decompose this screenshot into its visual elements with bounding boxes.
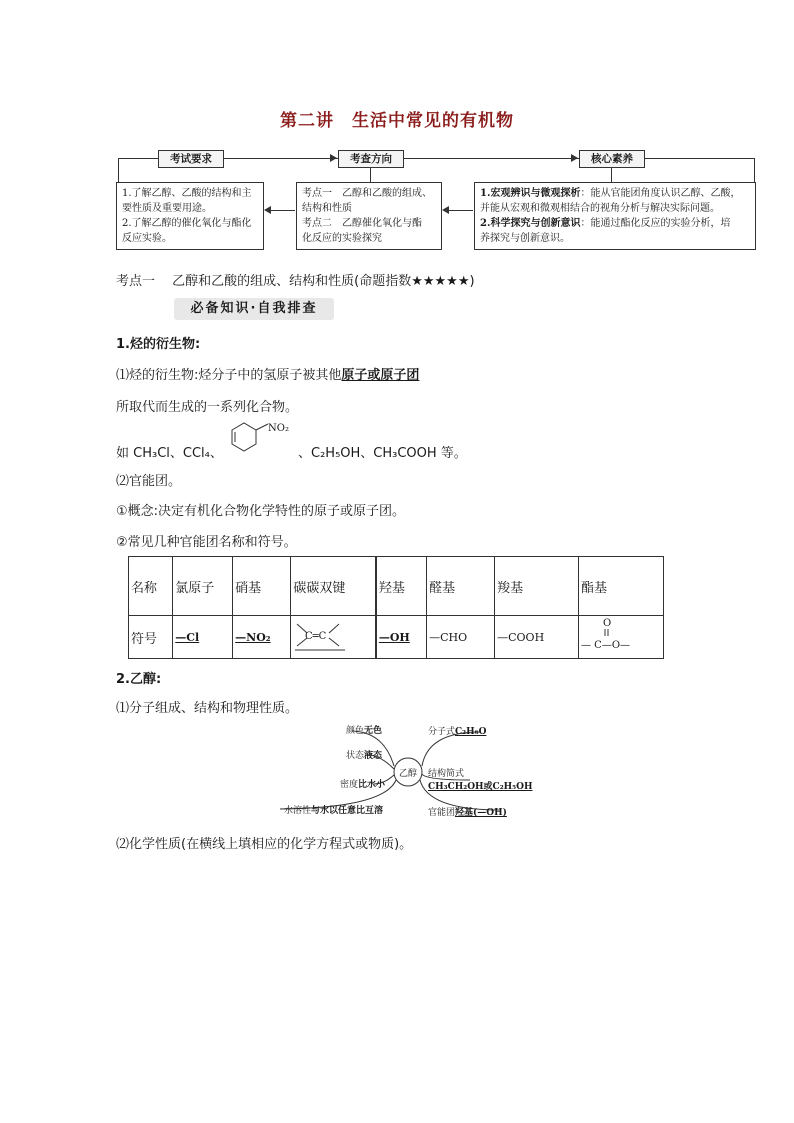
mind-map-formula: 分子式C₂H₆O [428,727,487,737]
section-2-heading: 2.乙醇: [116,672,162,687]
header-exam-requirements: 考试要求 [158,150,224,168]
table-cell: —CHO [427,616,495,659]
paragraph: ⑵化学性质(在横线上填相应的化学方程式或物质)。 [116,837,413,852]
table-cell: 醛基 [427,557,495,616]
table-cell: —OH [376,616,427,659]
cc-label: C═C [305,631,327,642]
ester-structure [581,616,661,654]
nitro-label: NO₂ [268,423,289,434]
example-formulas: 如 CH₃Cl、CCl₄、 [116,446,223,461]
table-cell: 羟基 [376,557,427,616]
paragraph: ⑵官能团。 [116,474,182,489]
paragraph: 所取代而生成的一系列化合物。 [116,400,299,415]
mind-map-color: 颜色无色 [346,726,383,736]
table-row [129,557,664,616]
mind-map-functional-group: 官能团羟基(—OH) [428,808,507,818]
example-formulas-cont: 、C₂H₅OH、CH₃COOH 等。 [298,446,467,461]
mind-map-density: 密度比水小 [340,780,386,790]
mind-map-structure-label: 结构简式 [428,769,465,779]
table-row [129,616,664,659]
table-cell: 碳碳双键 [291,557,376,616]
paragraph: ⑴烃的衍生物:烃分子中的氢原子被其他原子或原子团 [116,368,420,383]
header-core-literacy: 核心素养 [579,150,645,168]
box-exam-requirements: 1.了解乙醇、乙酸的结构和主 要性质及重要用途。 2.了解乙醇的催化氧化与酯化 反应实验。 [116,182,264,250]
box-core-literacy: 1.宏观辨识与微观探析：能从官能团角度认识乙醇、乙酸， 并能从宏观和微观相结合的视角分析与解决实际问题。 2.科学探究与创新意识：能通过酯化反应的实验分析，培 养探究与创新意识。 [474,182,756,250]
cc-double-bond-structure [293,618,353,652]
ester-chain: — C—O— [581,640,631,651]
paragraph: ①概念:决定有机化合物化学特性的原子或原子团。 [116,504,406,519]
kaodian-heading: 考点一 乙醇和乙酸的组成、结构和性质(命题指数★★★★★) [116,274,475,289]
mind-map-solubility: 水溶性与水以任意比互溶 [284,806,384,816]
table-cell: 酯基 [579,557,664,616]
paragraph: ⑴分子组成、结构和物理性质。 [116,701,299,716]
table-cell-alkene [291,616,376,659]
table-cell: 羧基 [495,557,579,616]
table-cell: 氯原子 [173,557,233,616]
functional-group-table [128,556,664,659]
mind-map-state: 状态液态 [346,751,383,761]
box-exam-direction: 考点一 乙醇和乙酸的组成、 结构和性质 考点二 乙醇催化氧化与酯 化反应的实验探究 [296,182,442,250]
section-banner: 必备知识·自我排查 [174,298,334,320]
table-cell-ester [579,616,664,659]
table-cell: 名称 [129,557,173,616]
table-cell: —COOH [495,616,579,659]
ester-o: O [603,618,612,629]
mind-map-center: 乙醇 [399,769,418,779]
section-1-heading: 1.烃的衍生物: [116,337,201,352]
page-title: 第二讲 生活中常见的有机物 [280,111,514,131]
mind-map-structure: CH₃CH₂OH或C₂H₅OH [428,782,533,792]
paragraph: ②常见几种官能团名称和符号。 [116,535,297,550]
table-cell: —NO₂ [233,616,291,659]
header-exam-direction: 考查方向 [338,150,404,168]
nitrobenzene-structure [220,418,300,458]
table-cell: 硝基 [233,557,291,616]
table-cell: —Cl [173,616,233,659]
table-cell: 符号 [129,616,173,659]
